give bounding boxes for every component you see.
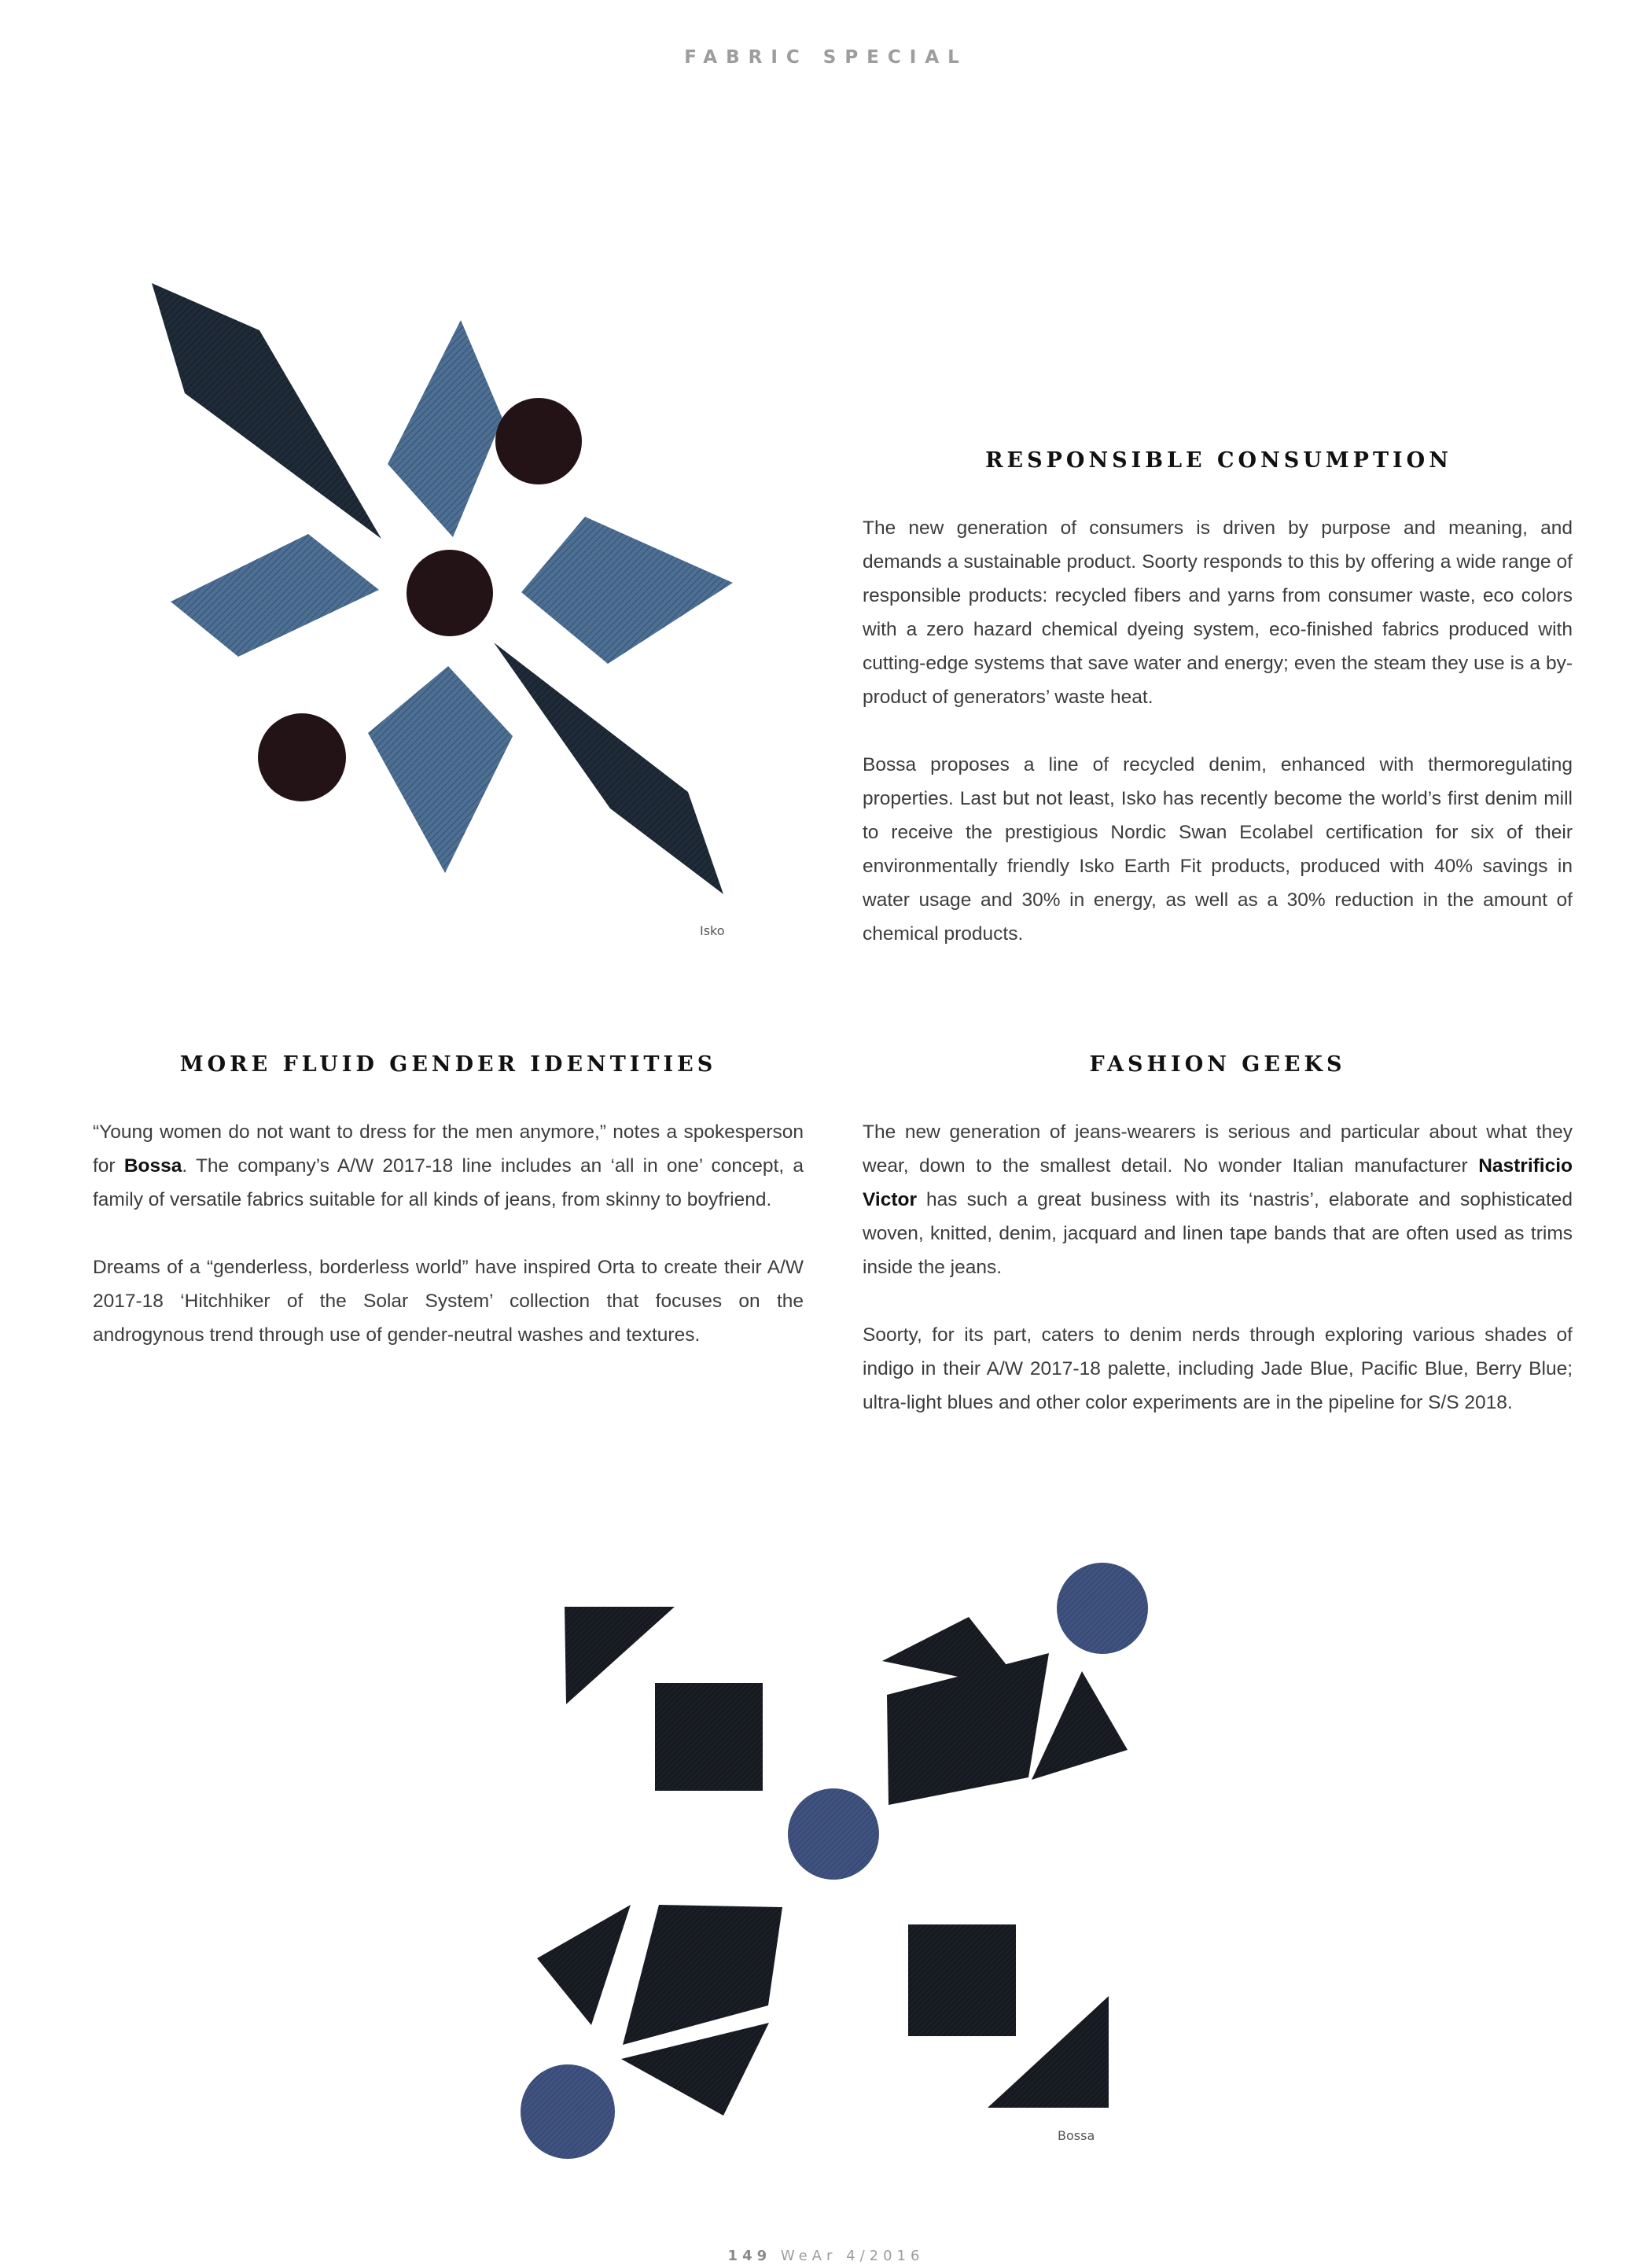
image-caption-bossa: Bossa xyxy=(1058,2128,1095,2143)
heading-responsible-consumption: RESPONSIBLE CONSUMPTION xyxy=(985,448,1452,473)
geeks-p1-text: The new generation of jeans-wearers is serious and particular about what they wear, down to the smallest detail. No wonder Italian manufacturer xyxy=(863,1121,1573,1177)
light-diamond-bottom xyxy=(368,666,513,873)
isko-denim-illustration xyxy=(142,267,755,928)
gender-paragraph-2: Dreams of a “genderless, borderless world” have inspired Orta to create their A/W 2017-18 ‘Hitchhiker of the Solar System’ collection that focuses on the androgynous trend through use of gender-neutral washes and textures. xyxy=(93,1257,804,1346)
responsible-paragraph-1: The new generation of consumers is driven by purpose and meaning, and demands a sustainable product. Soorty responds to this by offering a wide range of responsible products: recycled fibers and yarns from consumer waste, eco colors with a zero hazard chemical dyeing system, eco-finished fabrics produced with cutting-edge systems that save water and energy; even the steam they use is a by-product of generators’ waste heat. xyxy=(863,517,1573,708)
dark-circle-center xyxy=(407,550,493,636)
brand-nastrificio-victor: Nastrificio Victor xyxy=(863,1155,1573,1210)
image-caption-isko: Isko xyxy=(700,923,725,938)
blue-circle-top-right xyxy=(1057,1563,1148,1654)
blue-circle-bottom-left xyxy=(521,2064,615,2159)
gender-p1-text: “Young women do not want to dress for the men anymore,” notes a spokesperson for xyxy=(93,1121,804,1177)
quad-top-center xyxy=(887,1653,1049,1805)
geeks-paragraph-1 xyxy=(863,1115,1573,1284)
bossa-denim-illustration xyxy=(511,1541,1172,2171)
geeks-paragraph-2: Soorty, for its part, caters to denim nerds through exploring various shades of indigo in their A/W 2017-18 palette, including Jade Blue, Pacific Blue, Berry Blue; ultra-light blues and other color experiments are in the pipeline for S/S 2018. xyxy=(863,1324,1573,1413)
responsible-paragraph-2: Bossa proposes a line of recycled denim, enhanced with thermoregulating properties. Last but not least, Isko has recently become the world’s first denim mill to receive the prestigious Nordic Swan Ecolabel certification for six of their environmentally friendly Isko Earth Fit products, produced with 40% savings in water usage and 30% in energy, as well as a 30% reduction in the amount of chemical products. xyxy=(863,754,1573,945)
page-footer xyxy=(0,2248,1652,2264)
light-diamond-top xyxy=(388,320,502,537)
dark-circle-top-right xyxy=(495,398,582,484)
gender-identities-text xyxy=(93,1115,804,1386)
blue-circle-center xyxy=(788,1788,879,1880)
responsible-consumption-text xyxy=(863,511,1573,985)
fashion-geeks-text xyxy=(863,1115,1573,1453)
dark-kite-bottom-right xyxy=(494,643,723,894)
dark-kite-top-left xyxy=(152,283,381,539)
dark-circle-bottom-left xyxy=(258,713,346,801)
heading-fashion-geeks: FASHION GEEKS xyxy=(1089,1052,1346,1077)
quad-bottom-center xyxy=(623,1905,782,2045)
light-diamond-right xyxy=(521,517,733,664)
geeks-p1-text-cont: has such a great business with its ‘nastris’, elaborate and sophisticated woven, knitted, denim, jacquard and linen tape bands that are often used as trims inside the jeans. xyxy=(863,1189,1573,1278)
gender-p1-text-cont: . The company’s A/W 2017-18 line includes an ‘all in one’ concept, a family of versatile fabrics suitable for all kinds of jeans, from skinny to boyfriend. xyxy=(93,1155,804,1210)
page-number: 149 xyxy=(727,2248,772,2264)
brand-bossa: Bossa xyxy=(123,1155,182,1177)
publication-issue: WeAr 4/2016 xyxy=(780,2248,925,2264)
gender-paragraph-1 xyxy=(93,1115,804,1217)
square-top-left xyxy=(655,1683,763,1791)
square-bottom-right xyxy=(908,1924,1016,2036)
section-header: FABRIC SPECIAL xyxy=(684,47,968,68)
light-diamond-left xyxy=(171,534,379,657)
triangle-bottom-left xyxy=(537,1905,631,2025)
triangle-top-right xyxy=(1032,1671,1128,1780)
heading-gender-identities: MORE FLUID GENDER IDENTITIES xyxy=(179,1052,717,1077)
